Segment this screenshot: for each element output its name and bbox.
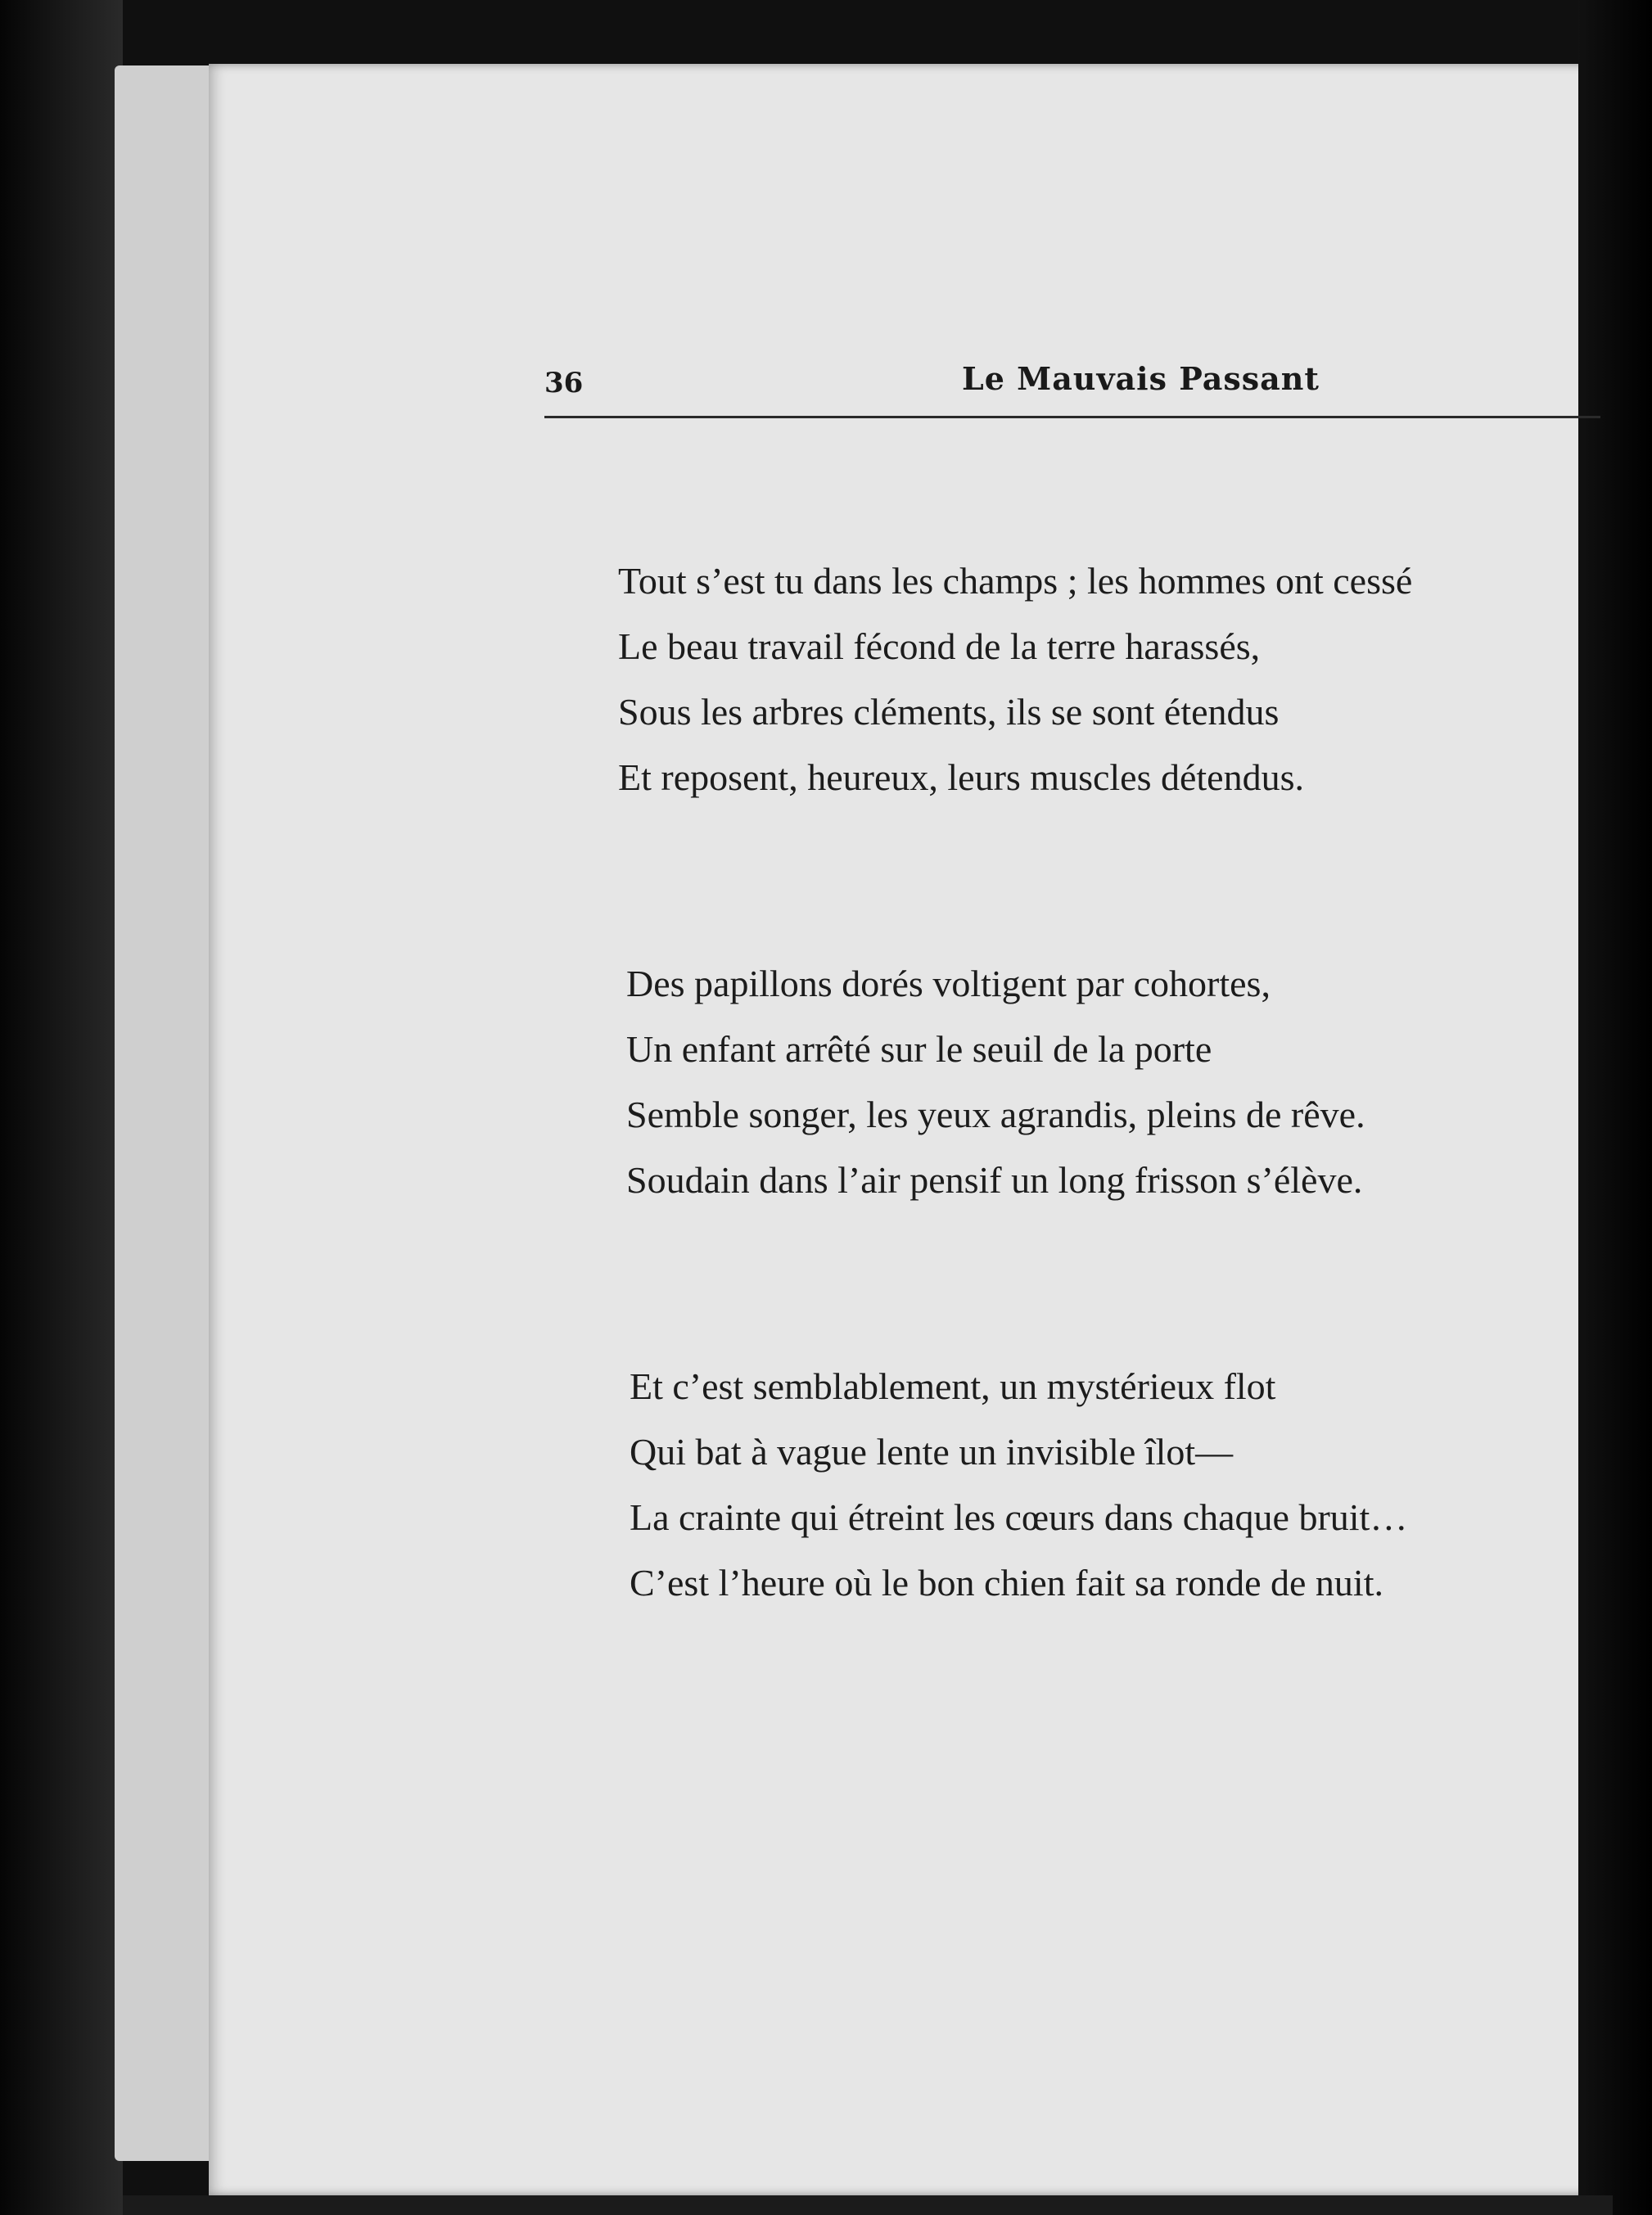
stanza-3 <box>630 1354 1600 1616</box>
verse-line: Des papillons dorés voltigent par cohortes, <box>626 963 1271 1004</box>
verse-line: Tout s’est tu dans les champs ; les hommes ont cessé <box>618 560 1413 602</box>
verse-line: Et reposent, heureux, leurs muscles détendus. <box>618 756 1304 798</box>
verse-line: Le beau travail fécond de la terre harassés, <box>618 625 1261 667</box>
verse-line: Qui bat à vague lente un invisible îlot— <box>630 1431 1234 1473</box>
page-number: 36 <box>544 367 584 399</box>
verse-line: Un enfant arrêté sur le seuil de la porte <box>626 1028 1212 1070</box>
verse-line: C’est l’heure où le bon chien fait sa ronde de nuit. <box>630 1562 1383 1604</box>
page-bottom-edge <box>123 2195 1613 2215</box>
verse-line: La crainte qui étreint les cœurs dans chaque bruit… <box>630 1496 1408 1538</box>
running-header <box>544 352 1600 401</box>
stanza-1 <box>618 548 1600 810</box>
verse-line: Soudain dans l’air pensif un long frisson s’élève. <box>626 1159 1363 1201</box>
running-title: Le Mauvais Passant <box>962 360 1320 397</box>
verse-line: Semble songer, les yeux agrandis, pleins de rêve. <box>626 1094 1365 1135</box>
verse-line: Et c’est semblablement, un mystérieux flot <box>630 1365 1276 1407</box>
poem <box>618 548 1600 1616</box>
book-left-edge <box>0 0 123 2215</box>
header-rule <box>544 416 1600 418</box>
stanza-2 <box>626 951 1600 1213</box>
verse-line: Sous les arbres cléments, ils se sont étendus <box>618 691 1280 733</box>
